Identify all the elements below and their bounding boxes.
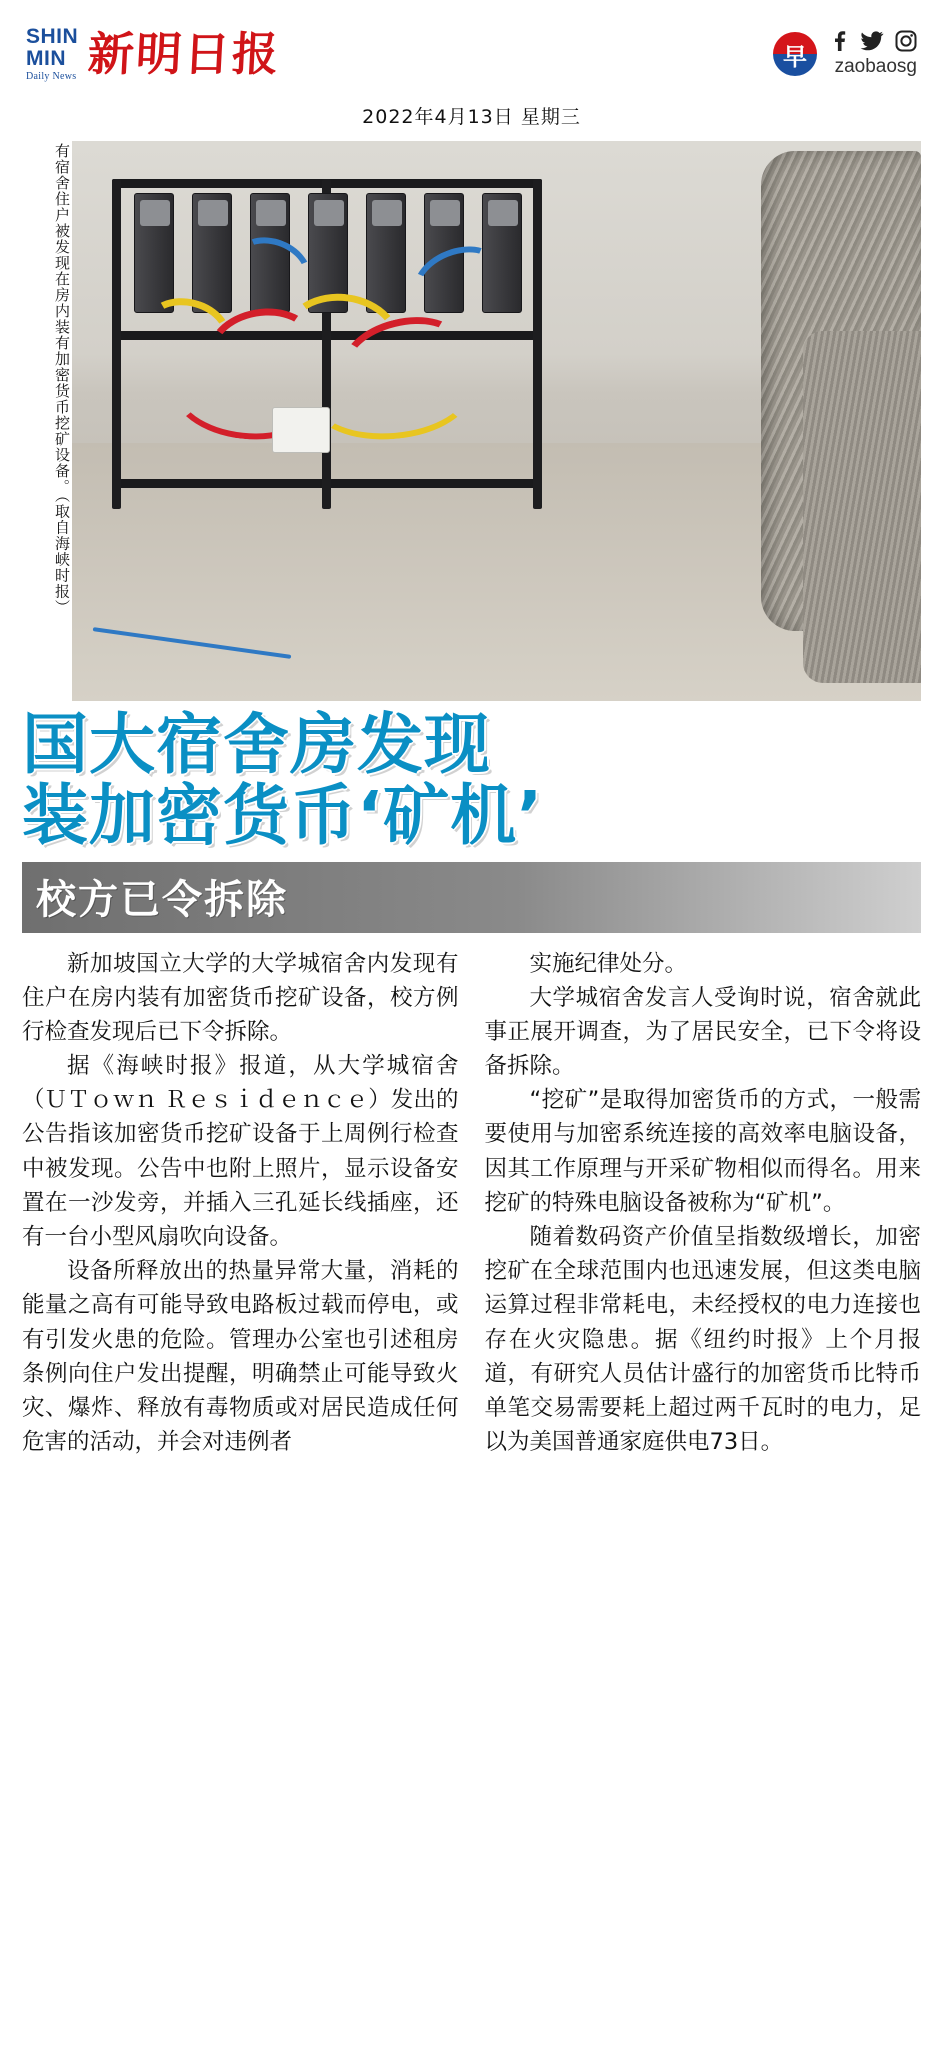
- paragraph: “挖矿”是取得加密货币的方式，一般需要使用与加密系统连接的高效率电脑设备，因其工作原理与开采矿物相似而得名。用来挖矿的特殊电脑设备被称为“矿机”。: [484, 1087, 921, 1216]
- photo-sofa-seat: [803, 331, 921, 683]
- mining-rig: [112, 179, 542, 509]
- article-photo: [72, 141, 921, 701]
- headline-line-1: 国大宿舍房发现: [22, 706, 491, 783]
- masthead: [0, 0, 943, 88]
- instagram-icon[interactable]: [895, 30, 917, 52]
- article-column-left: [22, 947, 459, 1460]
- social-icon-row: [829, 30, 917, 52]
- brand-english: [26, 26, 78, 82]
- page-title: [22, 706, 921, 855]
- publication-date: 2022年4月13日 星期三: [362, 106, 581, 128]
- brand-en-line2: MIN: [26, 47, 66, 70]
- paragraph: 随着数码资产价值呈指数级增长，加密挖矿在全球范围内也迅速发展，但这类电脑运算过程非常耗电，未经授权的电力连接也存在火灾隐患。据《纽约时报》上个月报道，有研究人员估计盛行的加密货币比特币单笔交易需要耗上超过两千瓦时的电力，足以为美国普通家庭供电73日。: [484, 1224, 921, 1456]
- brand-chinese-title: 新明日报: [86, 27, 282, 81]
- brand-logo[interactable]: [26, 26, 280, 82]
- article-column-right: [485, 947, 922, 1460]
- facebook-icon[interactable]: [829, 30, 849, 52]
- headline-block: [22, 706, 921, 933]
- paragraph: 新加坡国立大学的大学城宿舍内发现有住户在房内装有加密货币挖矿设备，校方例行检查发现后已下令拆除。: [22, 950, 459, 1045]
- article-body: [22, 947, 921, 1460]
- subheadline-text: 校方已令拆除: [36, 876, 288, 923]
- paragraph: 设备所释放出的热量异常大量，消耗的能量之高有可能导致电路板过载而停电，或有引发火患的危险。管理办公室也引述租房条例向住户发出提醒，明确禁止可能导致火灾、爆炸、释放有毒物质或对居民造成任何危害的活动，并会对违例者: [22, 1258, 459, 1456]
- zaobao-handle[interactable]: zaobaosg: [834, 56, 917, 77]
- brand-tagline: Daily News: [26, 71, 77, 82]
- paragraph: 据《海峡时报》报道，从大学城宿舍（ＵＴｏｗｎ Ｒｅｓｉｄｅｎｃｅ）发出的公告指该加密货币挖矿设备于上周例行检查中被发现。公告中也附上照片，显示设备安置在一沙发旁，并插入三孔延长线插座，还有一台小型风扇吹向设备。: [22, 1053, 459, 1251]
- photo-caption-vertical: 有宿舍住户被发现在房内装有加密货币挖矿设备。（取自海峡时报）: [53, 143, 71, 616]
- zaobao-logo-icon[interactable]: 早: [773, 32, 817, 76]
- photo-area: [22, 141, 921, 701]
- twitter-icon[interactable]: [860, 30, 884, 52]
- social-right-group: [829, 30, 917, 78]
- brand-en-line1: SHIN: [26, 25, 79, 48]
- paragraph: 大学城宿舍发言人受询时说，宿舍就此事正展开调查，为了居民安全，已下令将设备拆除。: [484, 984, 921, 1080]
- headline-line-2: 装加密货币‘矿机’: [22, 777, 544, 855]
- power-supply-box: [272, 407, 330, 453]
- social-bar: [773, 30, 917, 78]
- subheadline-banner: [22, 862, 921, 933]
- paragraph: 实施纪律处分。: [529, 950, 688, 977]
